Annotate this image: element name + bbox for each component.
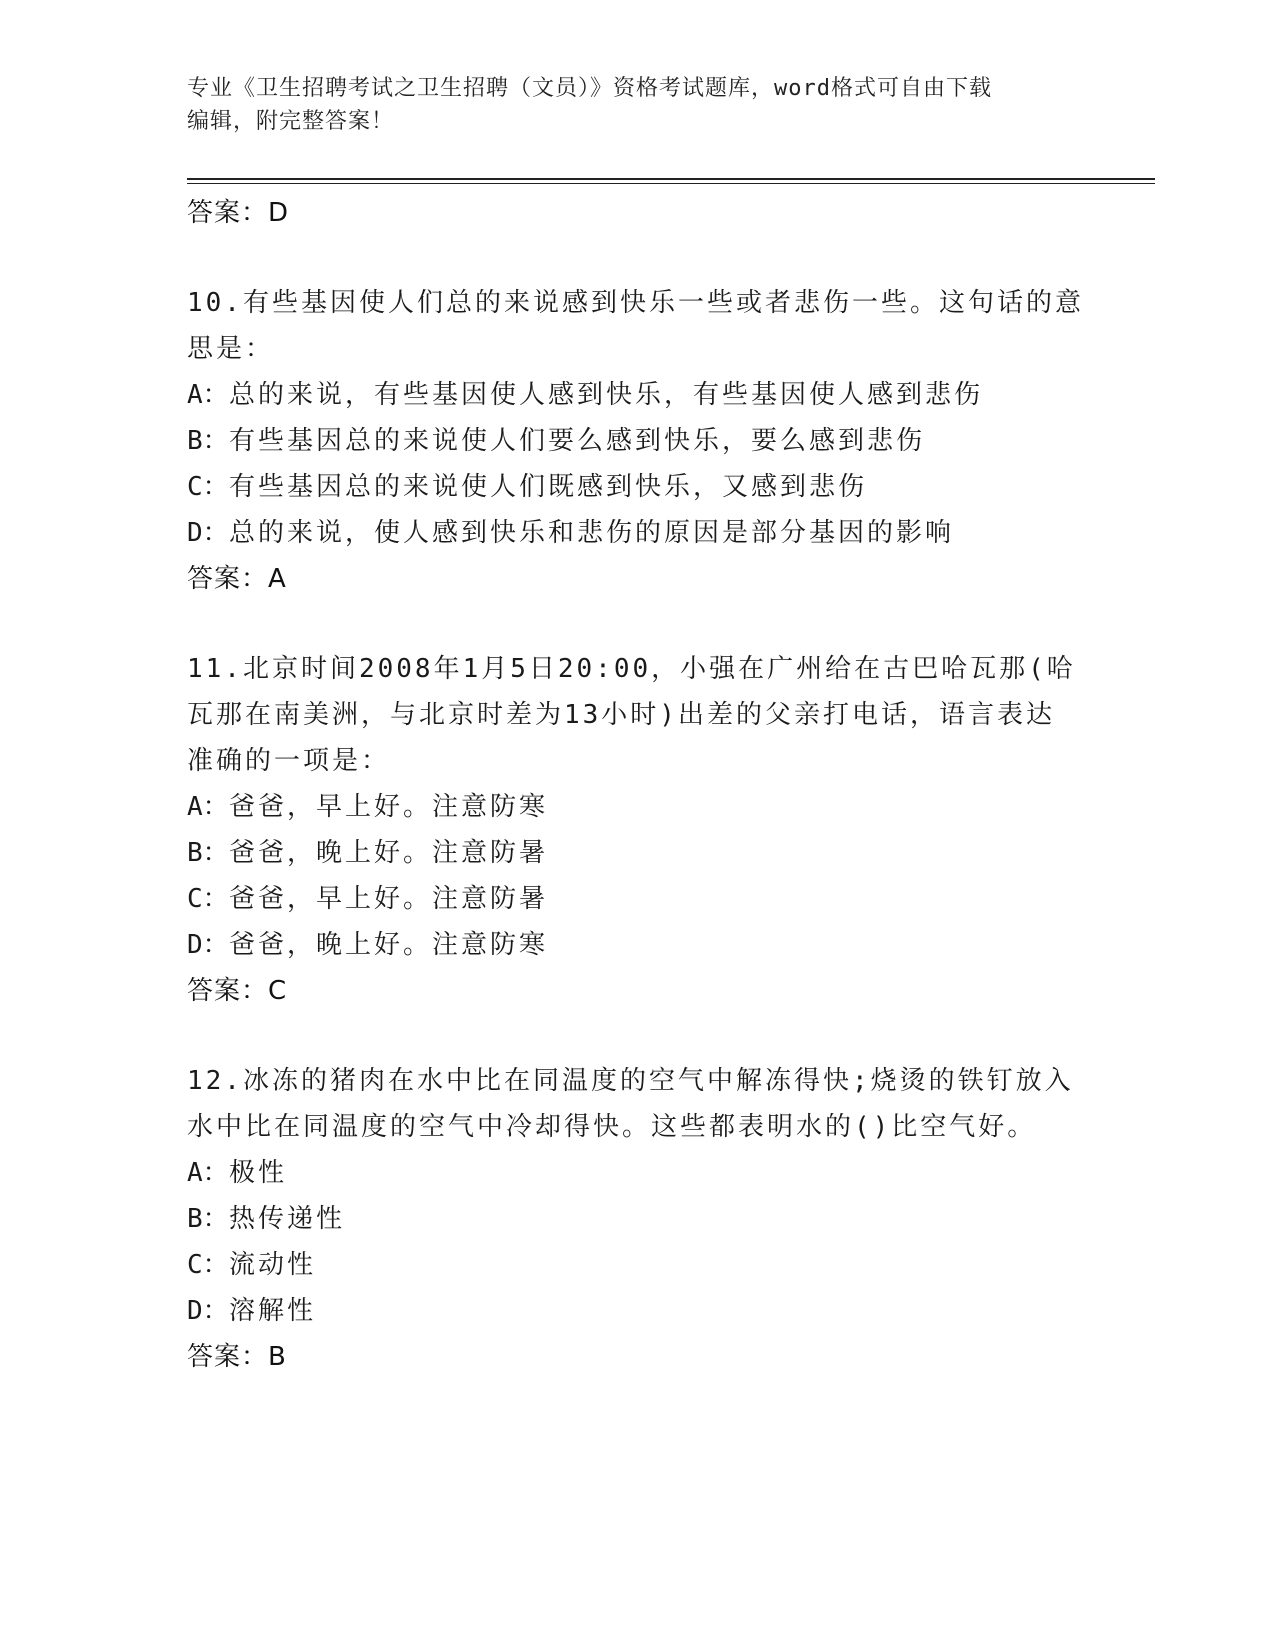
option-text: 爸爸，早上好。注意防暑 bbox=[229, 884, 549, 914]
option-key: A： bbox=[187, 380, 229, 410]
question-12 bbox=[187, 1058, 1087, 1380]
option-key: C： bbox=[187, 1250, 229, 1280]
option-text: 总的来说，使人感到快乐和悲伤的原因是部分基因的影响 bbox=[229, 518, 955, 548]
stem-line: 11.北京时间2008年1月5日20:00，小强在广州给在古巴哈瓦那(哈 bbox=[187, 654, 1076, 684]
question-stem bbox=[187, 280, 1087, 372]
header-line-2: 编辑，附完整答案！ bbox=[187, 109, 395, 134]
option-key: B： bbox=[187, 838, 229, 868]
option-key: B： bbox=[187, 426, 229, 456]
option-text: 极性 bbox=[229, 1158, 288, 1188]
option-key: C： bbox=[187, 472, 229, 502]
option-key: C： bbox=[187, 884, 229, 914]
stem-line: 准确的一项是： bbox=[187, 746, 391, 776]
stem-line: 思是： bbox=[187, 334, 275, 364]
header-line-1: 专业《卫生招聘考试之卫生招聘（文员）》资格考试题库，word格式可自由下载 bbox=[187, 76, 992, 101]
answer-line: 答案：B bbox=[187, 1342, 287, 1372]
option-text: 爸爸，晚上好。注意防暑 bbox=[229, 838, 549, 868]
option-d bbox=[187, 510, 1087, 556]
header-rule-thin bbox=[187, 183, 1155, 184]
option-text: 有些基因总的来说使人们要么感到快乐，要么感到悲伤 bbox=[229, 426, 926, 456]
option-text: 流动性 bbox=[229, 1250, 317, 1280]
stem-line: 瓦那在南美洲，与北京时差为13小时)出差的父亲打电话，语言表达 bbox=[187, 700, 1055, 730]
answer-line: 答案：A bbox=[187, 564, 287, 594]
question-11 bbox=[187, 646, 1087, 1014]
option-text: 爸爸，早上好。注意防寒 bbox=[229, 792, 549, 822]
option-key: B： bbox=[187, 1204, 229, 1234]
option-b bbox=[187, 1196, 1087, 1242]
option-text: 有些基因总的来说使人们既感到快乐，又感到悲伤 bbox=[229, 472, 868, 502]
option-key: D： bbox=[187, 930, 229, 960]
document-body bbox=[187, 190, 1087, 1380]
option-a bbox=[187, 784, 1087, 830]
option-c bbox=[187, 876, 1087, 922]
question-10 bbox=[187, 280, 1087, 602]
answer-line: 答案：C bbox=[187, 976, 288, 1006]
option-a bbox=[187, 372, 1087, 418]
option-key: A： bbox=[187, 792, 229, 822]
option-a bbox=[187, 1150, 1087, 1196]
option-c bbox=[187, 464, 1087, 510]
option-text: 热传递性 bbox=[229, 1204, 346, 1234]
option-text: 爸爸，晚上好。注意防寒 bbox=[229, 930, 549, 960]
question-stem bbox=[187, 1058, 1087, 1150]
question-stem bbox=[187, 646, 1087, 784]
option-text: 总的来说，有些基因使人感到快乐，有些基因使人感到悲伤 bbox=[229, 380, 984, 410]
document-header bbox=[187, 72, 1067, 138]
option-c bbox=[187, 1242, 1087, 1288]
stem-line: 12.冰冻的猪肉在水中比在同温度的空气中解冻得快;烧烫的铁钉放入 bbox=[187, 1066, 1074, 1096]
option-b bbox=[187, 418, 1087, 464]
option-d bbox=[187, 1288, 1087, 1334]
option-key: D： bbox=[187, 1296, 229, 1326]
header-rule-thick bbox=[187, 178, 1155, 180]
option-key: D： bbox=[187, 518, 229, 548]
option-d bbox=[187, 922, 1087, 968]
option-key: A： bbox=[187, 1158, 229, 1188]
stem-line: 10.有些基因使人们总的来说感到快乐一些或者悲伤一些。这句话的意 bbox=[187, 288, 1084, 318]
option-b bbox=[187, 830, 1087, 876]
answer-line: 答案：D bbox=[187, 198, 290, 228]
stem-line: 水中比在同温度的空气中冷却得快。这些都表明水的()比空气好。 bbox=[187, 1112, 1037, 1142]
option-text: 溶解性 bbox=[229, 1296, 317, 1326]
